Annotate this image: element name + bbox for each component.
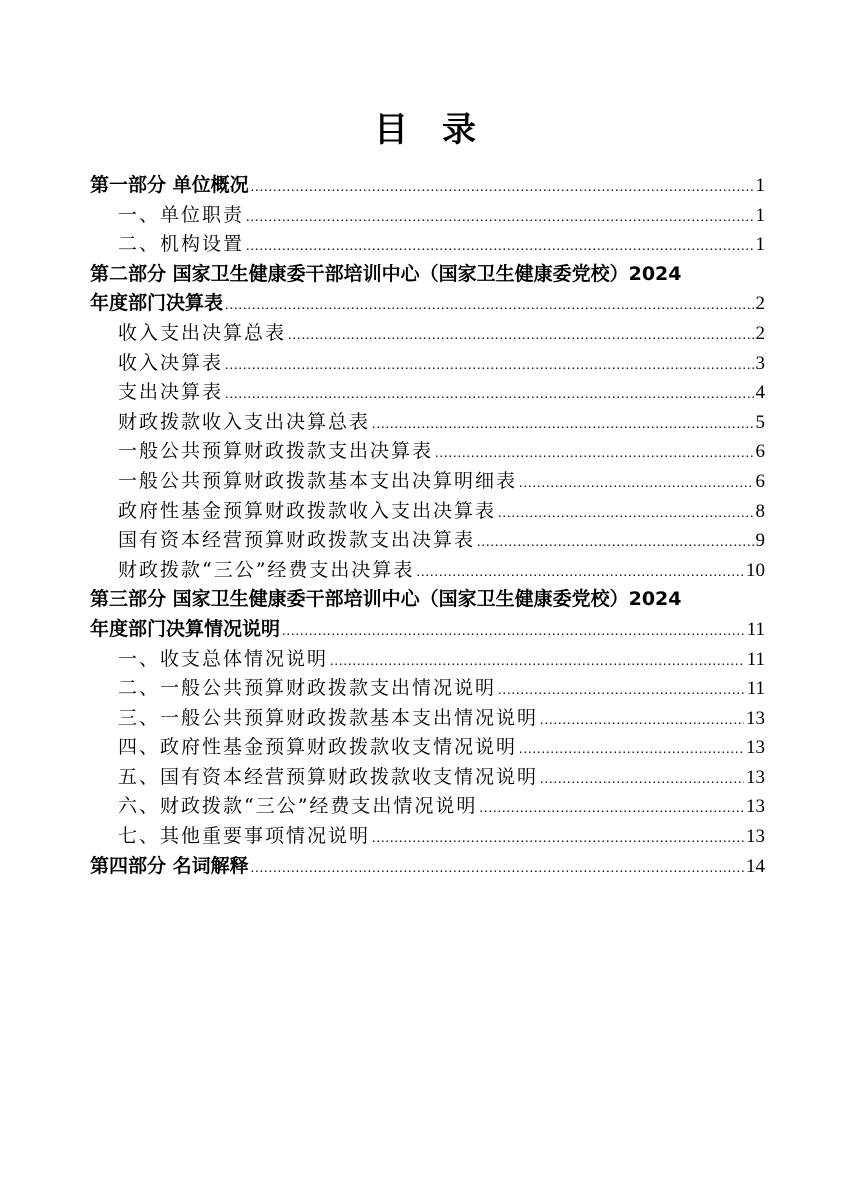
toc-entry-part[interactable] <box>90 289 765 319</box>
toc-entry-label: 政府性基金预算财政拨款收入支出决算表 <box>118 499 497 522</box>
toc-entry-label: 一般公共预算财政拨款基本支出决算明细表 <box>118 469 518 492</box>
toc-entry-page-number: 2 <box>755 293 765 315</box>
toc-entry-label: 一、收支总体情况说明 <box>118 647 329 670</box>
dot-leader <box>540 765 744 795</box>
toc-entry-label: 年度部门决算情况说明 <box>90 617 281 640</box>
dot-leader <box>479 794 744 824</box>
toc-entry-label: 收入支出决算总表 <box>118 321 287 344</box>
toc-entry-page-number: 13 <box>746 826 765 848</box>
toc-entry-label: 二、机构设置 <box>118 233 245 256</box>
toc-entry-section[interactable] <box>90 230 765 260</box>
dot-leader <box>251 173 754 203</box>
toc-entry-part[interactable] <box>90 852 765 882</box>
toc-entry-section[interactable] <box>90 408 765 438</box>
toc-entry-label-line1: 第三部分 国家卫生健康委干部培训中心（国家卫生健康委党校）2024 <box>90 588 682 611</box>
dot-leader <box>477 528 753 558</box>
dot-leader <box>372 824 744 854</box>
toc-entry-label: 支出决算表 <box>118 381 224 404</box>
toc-entry-section[interactable] <box>90 733 765 763</box>
toc-entry-heading-line[interactable] <box>90 585 765 615</box>
dot-leader <box>519 735 744 765</box>
toc-entry-page-number: 6 <box>755 470 765 492</box>
toc-entry-label: 三、一般公共预算财政拨款基本支出情况说明 <box>118 706 539 729</box>
toc-entry-label: 第一部分 单位概况 <box>90 174 249 196</box>
toc-entry-section[interactable] <box>90 763 765 793</box>
toc-entry-label: 一般公共预算财政拨款支出决算表 <box>118 440 434 463</box>
dot-leader <box>498 499 753 529</box>
toc-entry-page-number: 3 <box>755 352 765 374</box>
toc-entry-section[interactable] <box>90 704 765 734</box>
dot-leader <box>372 410 753 440</box>
dot-leader <box>519 469 753 499</box>
toc-entry-section[interactable] <box>90 792 765 822</box>
toc-entry-page-number: 14 <box>746 855 765 877</box>
toc-entry-page-number: 1 <box>755 175 765 196</box>
toc-entry-label: 财政拨款“三公”经费支出决算表 <box>118 558 415 581</box>
toc-entry-page-number: 9 <box>755 530 765 552</box>
table-of-contents <box>90 171 765 881</box>
toc-entry-label: 国有资本经营预算财政拨款支出决算表 <box>118 529 476 552</box>
toc-title: 目录 <box>374 110 510 150</box>
dot-leader <box>251 854 744 884</box>
toc-entry-section[interactable] <box>90 378 765 408</box>
toc-entry-label: 四、政府性基金预算财政拨款收支情况说明 <box>118 736 518 759</box>
toc-entry-section[interactable] <box>90 645 765 675</box>
toc-entry-section[interactable] <box>90 467 765 497</box>
toc-entry-page-number: 2 <box>755 322 765 344</box>
toc-entry-page-number: 1 <box>755 204 765 226</box>
toc-entry-section[interactable] <box>90 822 765 852</box>
toc-entry-page-number: 6 <box>755 441 765 463</box>
dot-leader <box>225 351 753 381</box>
toc-entry-label: 七、其他重要事项情况说明 <box>118 825 371 848</box>
toc-entry-section[interactable] <box>90 526 765 556</box>
toc-entry-label: 六、财政拨款“三公”经费支出情况说明 <box>118 795 478 818</box>
toc-entry-section[interactable] <box>90 319 765 349</box>
toc-entry-label: 五、国有资本经营预算财政拨款收支情况说明 <box>118 765 539 788</box>
toc-entry-page-number: 4 <box>755 382 765 404</box>
toc-entry-page-number: 11 <box>746 648 765 670</box>
toc-entry-page-number: 13 <box>746 737 765 759</box>
toc-entry-part[interactable] <box>90 171 765 201</box>
toc-entry-section[interactable] <box>90 497 765 527</box>
toc-entry-label: 二、一般公共预算财政拨款支出情况说明 <box>118 677 497 700</box>
toc-entry-heading-line[interactable] <box>90 260 765 290</box>
toc-entry-page-number: 5 <box>755 411 765 433</box>
dot-leader <box>435 439 753 469</box>
toc-entry-page-number: 10 <box>746 559 765 581</box>
toc-entry-label: 收入决算表 <box>118 351 224 374</box>
toc-entry-label: 第四部分 名词解释 <box>90 854 249 877</box>
toc-entry-label: 财政拨款收入支出决算总表 <box>118 410 371 433</box>
dot-leader <box>246 232 753 262</box>
toc-entry-page-number: 13 <box>746 796 765 818</box>
toc-entry-section[interactable] <box>90 201 765 231</box>
dot-leader <box>498 676 745 706</box>
dot-leader <box>225 291 753 321</box>
toc-entry-page-number: 13 <box>746 707 765 729</box>
toc-entry-section[interactable] <box>90 349 765 379</box>
toc-entry-section[interactable] <box>90 437 765 467</box>
dot-leader <box>330 647 745 677</box>
toc-entry-label: 一、单位职责 <box>118 203 245 226</box>
dot-leader <box>288 321 753 351</box>
dot-leader <box>416 558 744 588</box>
toc-entry-section[interactable] <box>90 674 765 704</box>
toc-entry-page-number: 13 <box>746 766 765 788</box>
toc-entry-part[interactable] <box>90 615 765 645</box>
toc-entry-page-number: 11 <box>746 618 765 640</box>
toc-entry-label: 年度部门决算表 <box>90 292 224 315</box>
toc-entry-section[interactable] <box>90 556 765 586</box>
dot-leader <box>225 380 753 410</box>
toc-entry-label-line1: 第二部分 国家卫生健康委干部培训中心（国家卫生健康委党校）2024 <box>90 262 682 285</box>
dot-leader <box>246 203 753 233</box>
toc-entry-page-number: 1 <box>755 234 765 256</box>
toc-entry-page-number: 8 <box>755 500 765 522</box>
toc-entry-page-number: 11 <box>746 678 765 700</box>
dot-leader <box>282 617 745 647</box>
dot-leader <box>540 706 744 736</box>
